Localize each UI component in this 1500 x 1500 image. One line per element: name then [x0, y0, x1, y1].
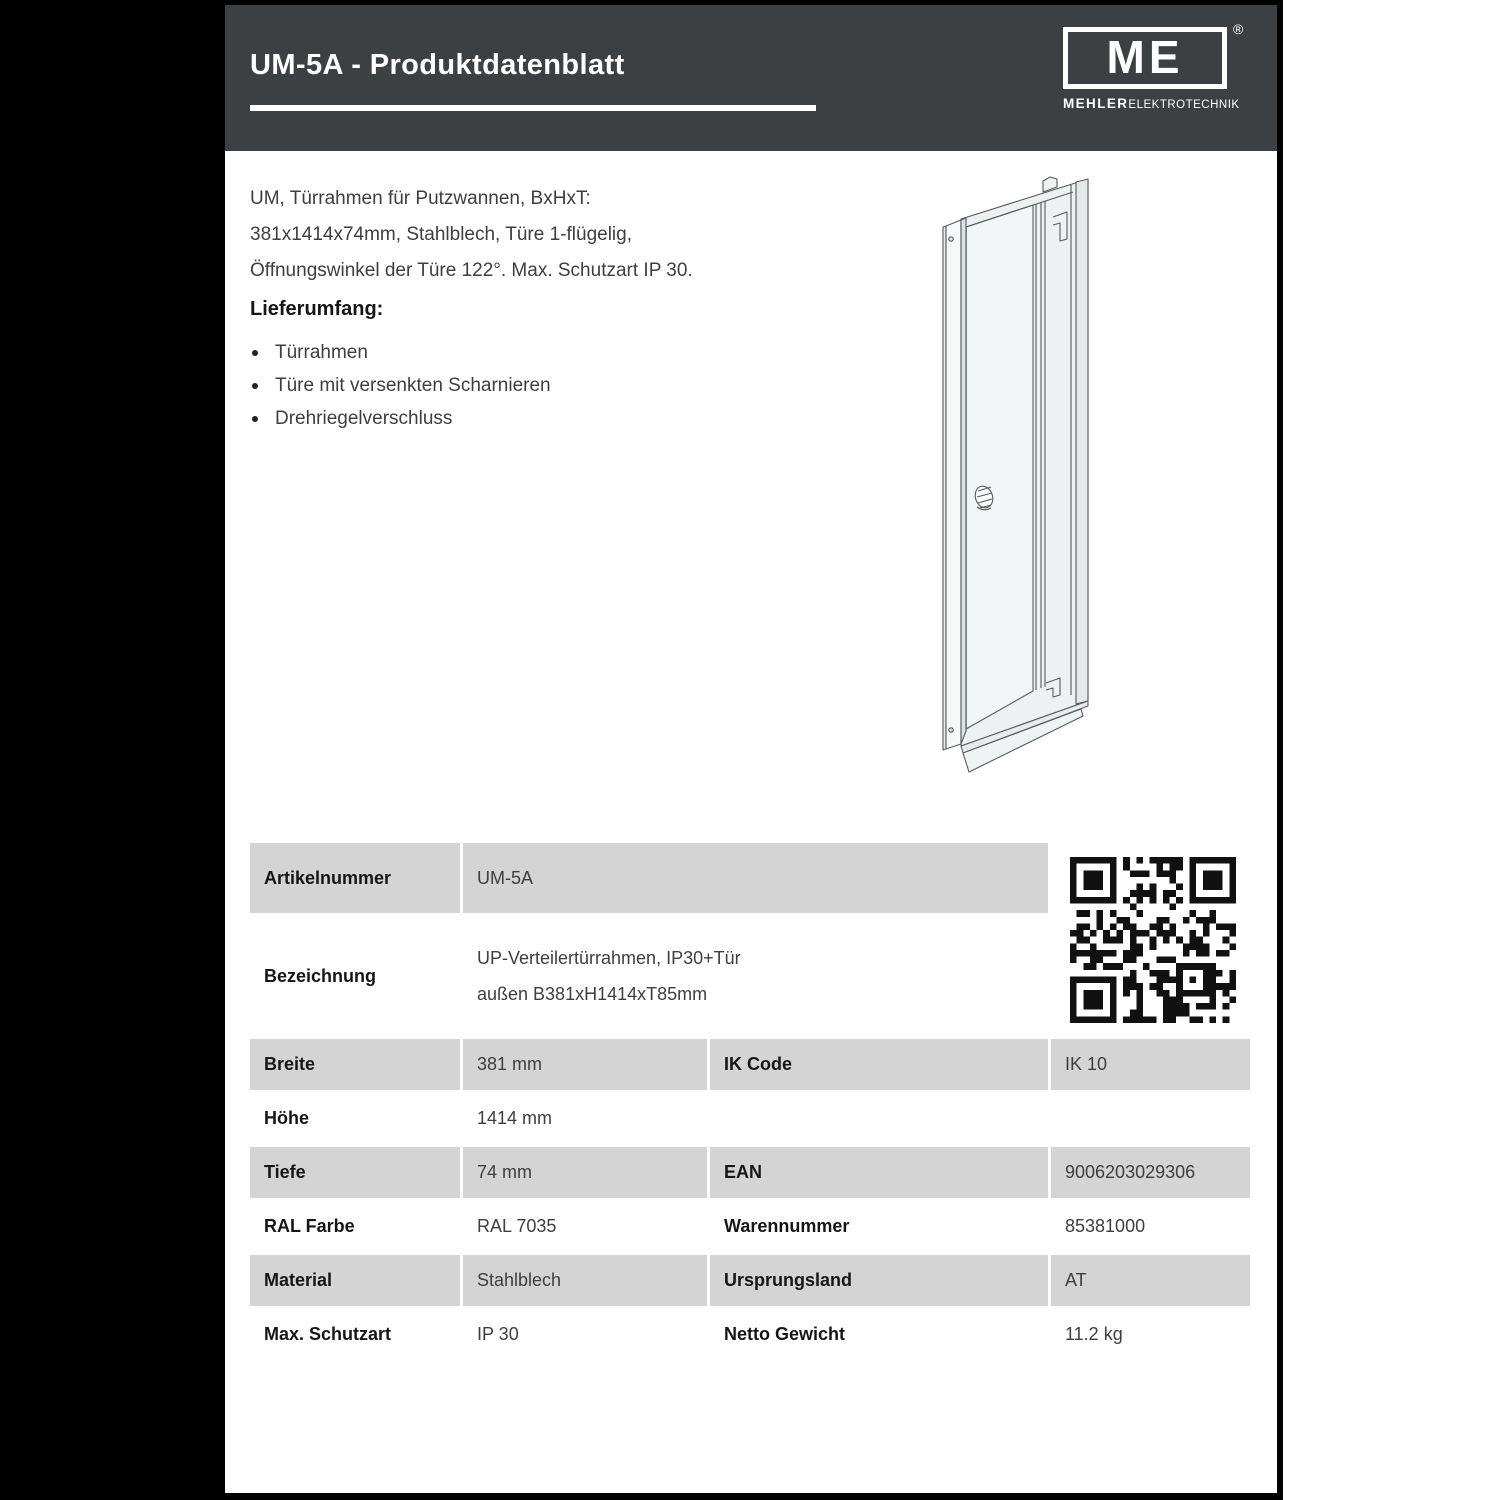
table-cell-value: IP 30 — [477, 1324, 519, 1344]
table-cell-value: AT — [1051, 1255, 1250, 1306]
table-cell-label: Netto Gewicht — [724, 1324, 846, 1344]
table-value-line: außen B381xH1414xT85mm — [477, 983, 708, 1004]
scope-list-item — [252, 336, 551, 369]
bullet-icon — [252, 383, 258, 389]
table-row — [250, 1309, 1250, 1360]
title-underline — [250, 105, 816, 111]
table-cell-value — [1051, 1093, 1250, 1144]
scope-list-item — [252, 369, 551, 402]
table-cell-value — [1051, 916, 1250, 1036]
page-header — [225, 5, 1277, 151]
table-cell-value: 74 mm — [463, 1147, 707, 1198]
table-cell-label: Artikelnummer — [250, 843, 460, 913]
table-value-line: UP-Verteilertürrahmen, IP30+Tür — [477, 947, 741, 968]
table-row — [250, 1255, 1250, 1306]
bullet-icon — [252, 350, 258, 356]
me-logo-icon — [1063, 27, 1227, 89]
description-line: UM, Türrahmen für Putzwannen, BxHxT: — [250, 188, 591, 209]
scope-list-item — [252, 402, 551, 435]
table-row — [250, 1039, 1250, 1090]
brand-logo — [1063, 21, 1244, 111]
scope-item-label: Türe mit versenkten Scharnieren — [275, 375, 551, 396]
table-cell-label: Tiefe — [250, 1147, 460, 1198]
table-cell-value: RAL 7035 — [477, 1216, 557, 1236]
table-cell-value — [463, 916, 1048, 1036]
table-cell-label: Breite — [250, 1039, 460, 1090]
table-cell-label: Material — [250, 1255, 460, 1306]
table-cell-label: IK Code — [710, 1039, 1048, 1090]
scope-heading: Lieferumfang: — [250, 298, 384, 320]
table-cell-value: IK 10 — [1051, 1039, 1250, 1090]
table-cell-label: Warennummer — [724, 1216, 850, 1236]
table-cell-value: 1414 mm — [477, 1108, 553, 1128]
table-cell-label: Ursprungsland — [710, 1255, 1048, 1306]
scope-item-label: Türrahmen — [275, 342, 368, 363]
table-cell-label — [710, 1093, 1048, 1144]
bullet-icon — [252, 416, 258, 422]
brand-name-bold: MEHLER — [1063, 96, 1129, 111]
description-line: 381x1414x74mm, Stahlblech, Türe 1-flügelig, — [250, 224, 632, 245]
table-cell-value: 85381000 — [1065, 1216, 1146, 1236]
table-cell-label: EAN — [710, 1147, 1048, 1198]
scope-list — [252, 336, 551, 435]
table-value-line: UM-5A — [477, 867, 534, 888]
door-frame-drawing-icon — [933, 171, 1093, 811]
page-title: UM-5A - Produktdatenblatt — [250, 49, 625, 81]
registered-mark: ® — [1233, 21, 1244, 37]
table-cell-label: RAL Farbe — [264, 1216, 355, 1236]
description-line: Öffnungswinkel der Türe 122°. Max. Schutzart IP 30. — [250, 260, 693, 281]
table-row — [250, 1147, 1250, 1198]
table-cell-value — [463, 843, 1048, 913]
table-cell-value: 9006203029306 — [1051, 1147, 1250, 1198]
brand-name — [1063, 96, 1240, 111]
table-cell-label: Höhe — [264, 1108, 309, 1128]
table-cell-label: Bezeichnung — [264, 965, 377, 986]
table-row — [250, 843, 1250, 913]
table-row — [250, 1093, 1250, 1144]
table-cell-value — [1051, 843, 1250, 913]
table-row — [250, 1201, 1250, 1252]
brand-name-light: ELEKTROTECHNIK — [1128, 99, 1240, 111]
scope-item-label: Drehriegelverschluss — [275, 408, 453, 429]
table-cell-value: Stahlblech — [463, 1255, 707, 1306]
table-cell-value: 381 mm — [463, 1039, 707, 1090]
table-cell-value: 11.2 kg — [1065, 1324, 1123, 1344]
table-cell-label: Max. Schutzart — [264, 1324, 392, 1344]
table-row — [250, 916, 1250, 1036]
product-description — [250, 181, 693, 289]
datasheet-page — [225, 5, 1277, 1493]
spec-table — [250, 843, 1250, 1363]
me-logo-text: ME — [1106, 31, 1184, 83]
